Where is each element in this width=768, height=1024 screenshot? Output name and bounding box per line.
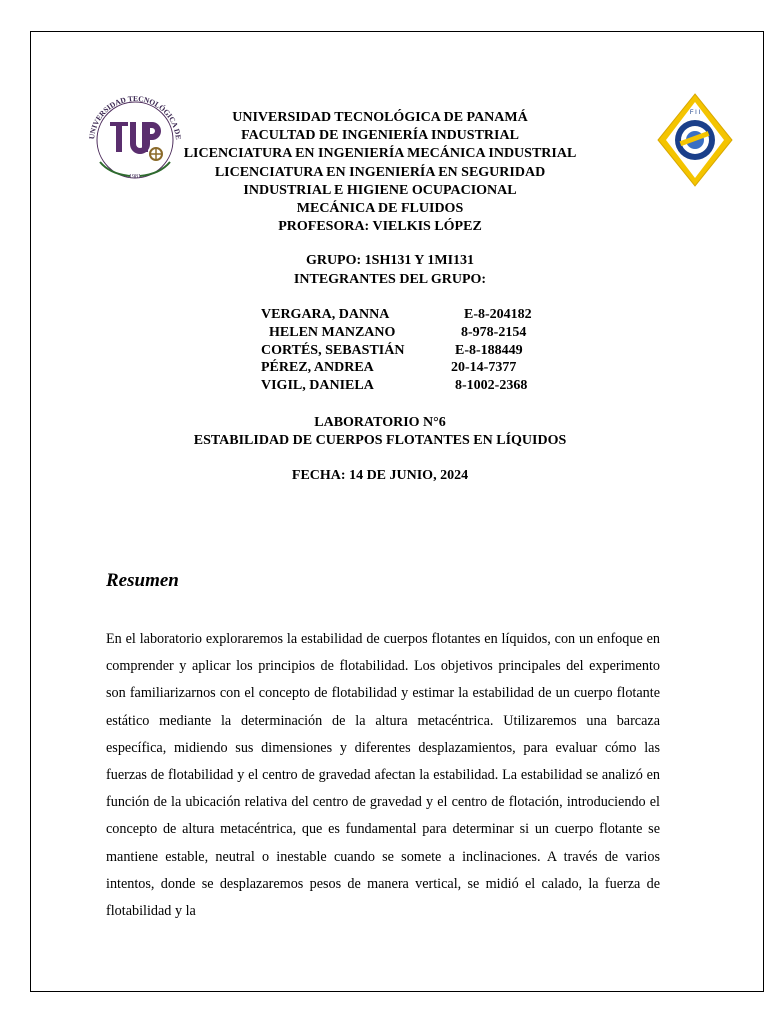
member-id: 8-978-2154 (461, 324, 527, 340)
member-row (0, 306, 768, 324)
member-id: 20-14-7377 (451, 360, 517, 376)
fii-logo (656, 92, 734, 188)
member-row (0, 377, 768, 395)
utp-logo-arc-text: UNIVERSIDAD TECNOLÓGICA DE (87, 93, 183, 141)
member-id: 8-1002-2368 (455, 378, 528, 394)
header-university: UNIVERSIDAD TECNOLÓGICA DE PANAMÁ (232, 110, 528, 125)
header-degree-safety-1: LICENCIATURA EN INGENIERÍA EN SEGURIDAD (214, 164, 546, 180)
resumen-body: En el laboratorio exploraremos la estabilidad de cuerpos flotantes en líquidos, con un enfoque en comprender y aplicar los principios de flotabilidad. Los objetivos principales del experimento son familiarizarnos con el concepto de flotabilidad y estimar la estabilidad de un cuerpo flotante estático mediante la determinación de la altura metacéntrica. Utilizaremos una barcaza específica, midiendo sus dimensiones y diferentes desplazamientos, para evaluar cómo las fuerzas de flotabilidad y el centro de gravedad afectan la estabilidad. La estabilidad se analizó en función de la ubicación relativa del centro de gravedad y el centro de flotación, introduciendo el concepto de altura metacéntrica, que es fundamental para determinar si un cuerpo flotante se mantiene estable, neutral o inestable cuando se somete a inclinaciones. A través de varios intentos, donde se desplazaremos pesos de manera vertical, se midió el calado, la fuerza de flotabilidad y la (106, 631, 660, 920)
group-info (200, 252, 580, 289)
lab-info (100, 414, 660, 449)
lab-number: LABORATORIO N°6 (314, 415, 446, 430)
document-date: FECHA: 14 DE JUNIO, 2024 (291, 468, 469, 483)
resumen-title: Resumen (106, 570, 179, 591)
member-row (0, 359, 768, 377)
header-course: MECÁNICA DE FLUIDOS (296, 201, 464, 217)
header-degree-mechanical: LICENCIATURA EN INGENIERÍA MECÁNICA INDUSTRIAL (183, 146, 577, 162)
member-name: CORTÉS, SEBASTIÁN (261, 342, 405, 358)
member-row (0, 342, 768, 360)
utp-logo-year: 1981 (129, 174, 141, 180)
document-header (150, 109, 610, 236)
lab-title: ESTABILIDAD DE CUERPOS FLOTANTES EN LÍQUIDOS (193, 432, 567, 448)
members-list (0, 306, 768, 395)
member-name: VERGARA, DANNA (261, 307, 390, 322)
members-title: INTEGRANTES DEL GRUPO: (293, 271, 487, 287)
group-title: GRUPO: 1SH131 Y 1MI131 (305, 253, 475, 268)
member-id: E-8-204182 (464, 307, 532, 322)
member-name: VIGIL, DANIELA (261, 378, 374, 394)
member-name: PÉREZ, ANDREA (261, 360, 374, 376)
header-faculty: FACULTAD DE INGENIERÍA INDUSTRIAL (241, 128, 519, 144)
member-id: E-8-188449 (455, 342, 523, 358)
member-row (0, 324, 768, 342)
member-name: HELEN MANZANO (269, 324, 396, 340)
header-degree-safety-2: INDUSTRIAL E HIGIENE OCUPACIONAL (243, 182, 517, 198)
fii-logo-text: F I I (689, 110, 701, 116)
header-professor: PROFESORA: VIELKIS LÓPEZ (278, 219, 482, 235)
